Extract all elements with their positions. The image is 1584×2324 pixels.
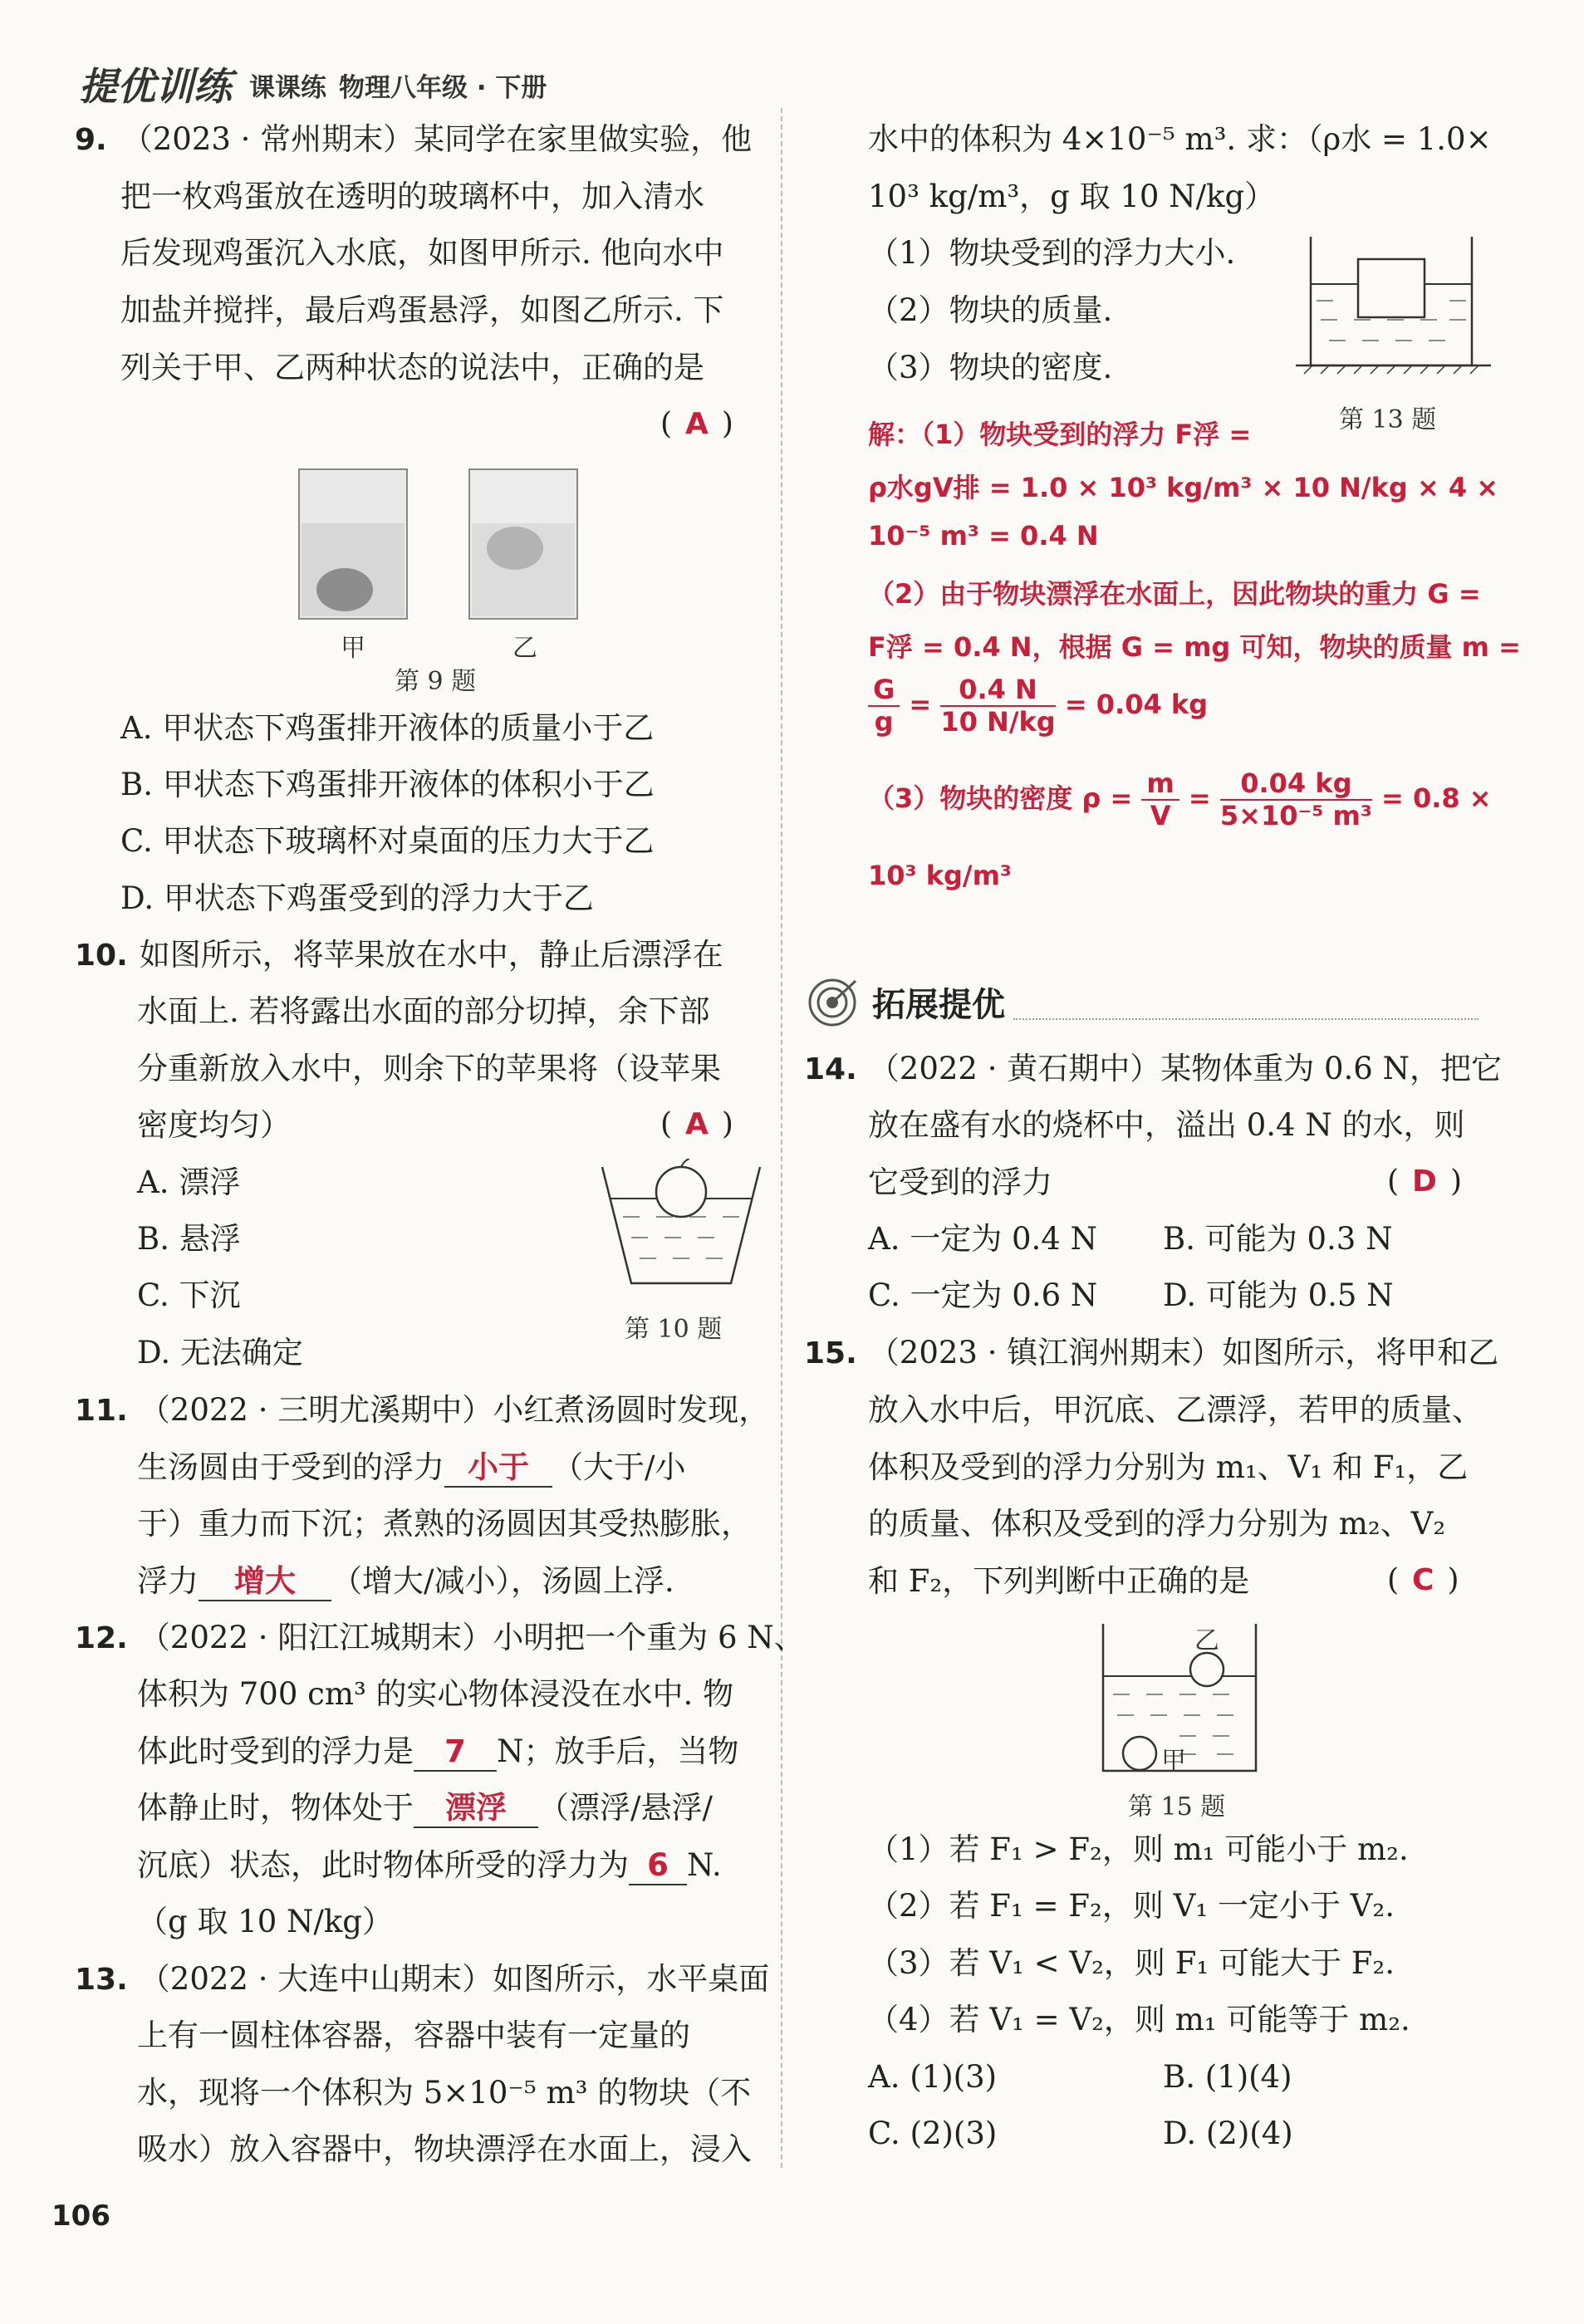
q9-caption: 第 9 题 [395, 667, 477, 696]
q15-line-3: 体积及受到的浮力分别为 m₁、V₁ 和 F₁，乙 [868, 1449, 1469, 1485]
q10-line-4: 密度均匀） [137, 1107, 291, 1143]
q9-line-3: 后发现鸡蛋沉入水底，如图甲所示. 他向水中 [120, 235, 724, 271]
q13-sol-5: F浮 = 0.4 N，根据 G = mg 可知，物块的质量 m = [868, 631, 1521, 663]
q12-blank-3[interactable]: 6 [629, 1847, 687, 1885]
q14-option-b: B. 可能为 0.3 N [1163, 1221, 1393, 1257]
q15-line-2: 放入水中后，甲沉底、乙漂浮，若甲的质量、 [868, 1392, 1483, 1428]
q9-line-5: 列关于甲、乙两种状态的说法中，正确的是 [120, 350, 704, 385]
q13-sol-4: （2）由于物块漂浮在水面上，因此物块的重力 G = [868, 578, 1481, 610]
q15-option-b: B. (1)(4) [1163, 2059, 1292, 2095]
q11-line-4: 浮力 增大 （增大/减小），汤圆上浮. [137, 1563, 674, 1601]
q14-option-d: D. 可能为 0.5 N [1163, 1277, 1394, 1313]
q13-sol-7: （3）物块的密度 ρ = $\frac{m}{V}$ = $\frac{0.04 kg}{\text{5×10⁻⁵ m³}}$ = 0.8 × [868, 767, 1492, 831]
ball-jia [1123, 1737, 1156, 1770]
q11-line-3: 于）重力而下沉；煮熟的汤圆因其受热膨胀， [137, 1506, 752, 1542]
q13-line-2: 上有一圆柱体容器，容器中装有一定量的 [137, 2018, 690, 2053]
q12-line-1: 12. （2022 · 阳江江城期末）小明把一个重为 6 N、 [75, 1620, 805, 1655]
q15-item-3: （3）若 V₁ < V₂，则 F₁ 可能大于 F₂. [868, 1945, 1395, 1981]
q13-sub-3: （3）物块的密度. [868, 350, 1113, 385]
q9-number: 9. [75, 123, 107, 157]
q13-line-4: 吸水）放入容器中，物块漂浮在水面上，浸入 [137, 2131, 752, 2167]
target-icon [804, 977, 861, 1028]
q10-option-d: D. 无法确定 [137, 1335, 303, 1370]
q11-line-1: 11. （2022 · 三明尤溪期中）小红煮汤圆时发现， [75, 1392, 770, 1428]
q13-sol-6: $\frac{G}{g}$ = $\frac{0.4 N}{10 N/kg}$ = 0.04 kg [868, 674, 1208, 738]
q15-line-4: 的质量、体积及受到的浮力分别为 m₂、V₂ [868, 1506, 1446, 1542]
q15-option-d: D. (2)(4) [1163, 2116, 1293, 2151]
q12-line-5: 沉底）状态，此时物体所受的浮力为 6 N. [137, 1847, 722, 1885]
brand-title: 提优训练 [79, 64, 232, 109]
q13-cont-2: 10³ kg/m³，g 取 10 N/kg） [868, 179, 1276, 214]
q9-fig-label-jia: 甲 [341, 634, 365, 663]
q10-caption: 第 10 题 [625, 1315, 723, 1344]
q12-line-4: 体静止时，物体处于 漂浮 （漂浮/悬浮/ [137, 1790, 713, 1828]
q15-line-1: 15. （2023 · 镇江润州期末）如图所示，将甲和乙 [804, 1335, 1499, 1370]
q13-line-3: 水，现将一个体积为 5×10⁻⁵ m³ 的物块（不 [137, 2075, 752, 2111]
q13-sub-1: （1）物块受到的浮力大小. [868, 235, 1236, 271]
q15-fig-label-jia: 甲 [1161, 1747, 1186, 1776]
q15-fig-label-yi: 乙 [1194, 1626, 1219, 1655]
q9-line-2: 把一枚鸡蛋放在透明的玻璃杯中，加入清水 [120, 179, 704, 214]
q15-item-2: （2）若 F₁ = F₂，则 V₁ 一定小于 V₂. [868, 1888, 1395, 1924]
q12-line-6: （g 取 10 N/kg） [137, 1904, 393, 1939]
q10-option-a: A. 漂浮 [137, 1164, 241, 1200]
q12-line-3: 体此时受到的浮力是 7 N；放手后，当物 [137, 1733, 738, 1772]
q15-option-a: A. (1)(3) [868, 2059, 998, 2095]
q10-figure [598, 1159, 764, 1292]
q13-line-1: 13. （2022 · 大连中山期末）如图所示，水平桌面 [75, 1961, 770, 1997]
q9-line-4: 加盐并搅拌，最后鸡蛋悬浮，如图乙所示. 下 [120, 292, 724, 328]
q10-line-1: 10. 如图所示，将苹果放在水中，静止后漂浮在 [75, 937, 723, 973]
q14-line-2: 放在盛有水的烧杯中，溢出 0.4 N 的水，则 [868, 1107, 1465, 1143]
q11-blank-1[interactable]: 小于 [444, 1449, 552, 1488]
q11-blank-2[interactable]: 增大 [199, 1563, 331, 1601]
q10-line-3: 分重新放入水中，则余下的苹果将（设苹果 [137, 1051, 721, 1086]
q11-line-2: 生汤圆由于受到的浮力 小于 （大于/小 [137, 1449, 685, 1488]
q13-figure [1296, 233, 1491, 390]
q9-answer: ( A ) [660, 407, 733, 441]
page-number: 106 [51, 2199, 110, 2233]
q9-option-c: C. 甲状态下玻璃杯对桌面的压力大于乙 [120, 823, 655, 859]
q14-answer: ( D ) [1387, 1164, 1462, 1199]
q13-caption: 第 13 题 [1339, 405, 1437, 434]
floating-block [1358, 259, 1425, 317]
q10-option-c: C. 下沉 [137, 1277, 241, 1313]
q13-sol-8: 10³ kg/m³ [868, 860, 1012, 891]
q13-sub-2: （2）物块的质量. [868, 292, 1113, 328]
q12-line-2: 体积为 700 cm³ 的实心物体浸没在水中. 物 [137, 1676, 734, 1712]
q10-answer: ( A ) [660, 1107, 733, 1141]
q13-sol-2: ρ水gV排 = 1.0 × 10³ kg/m³ × 10 N/kg × 4 × [868, 472, 1499, 503]
q15-item-4: （4）若 V₁ = V₂，则 m₁ 可能等于 m₂. [868, 2002, 1410, 2037]
q13-cont-1: 水中的体积为 4×10⁻⁵ m³. 求：（ρ水 = 1.0× [868, 121, 1492, 157]
q9-line-1: 9. （2023 · 常州期末）某同学在家里做实验，他 [75, 121, 753, 157]
q14-option-c: C. 一定为 0.6 N [868, 1277, 1098, 1313]
q12-blank-1[interactable]: 7 [414, 1733, 497, 1772]
q15-caption: 第 15 题 [1128, 1792, 1226, 1821]
q15-option-c: C. (2)(3) [868, 2116, 998, 2151]
q14-option-a: A. 一定为 0.4 N [868, 1221, 1097, 1257]
q12-blank-2[interactable]: 漂浮 [414, 1790, 538, 1828]
section-title: 拓展提优 [872, 986, 1005, 1024]
q9-option-b: B. 甲状态下鸡蛋排开液体的体积小于乙 [120, 767, 655, 802]
q15-answer: ( C ) [1387, 1563, 1459, 1597]
q10-line-2: 水面上. 若将露出水面的部分切掉，余下部 [137, 993, 710, 1029]
q13-sol-1: 解：（1）物块受到的浮力 F浮 = [868, 419, 1252, 450]
q15-item-1: （1）若 F₁ > F₂，则 m₁ 可能小于 m₂. [868, 1831, 1409, 1867]
q9-option-d: D. 甲状态下鸡蛋受到的浮力大于乙 [120, 880, 594, 916]
column-divider [781, 108, 782, 2168]
series-name: 课课练 [249, 73, 326, 103]
q15-line-5: 和 F₂，下列判断中正确的是 [868, 1563, 1250, 1599]
egg-suspended [487, 527, 543, 570]
q9-fig-label-yi: 乙 [512, 634, 537, 663]
egg-sunk [316, 568, 373, 611]
q10-option-b: B. 悬浮 [137, 1221, 241, 1257]
q9-option-a: A. 甲状态下鸡蛋排开液体的质量小于乙 [120, 710, 655, 746]
section-rule [1013, 1018, 1479, 1020]
subject-name: 物理八年级 · 下册 [339, 73, 547, 103]
q14-line-1: 14. （2022 · 黄石期中）某物体重为 0.6 N，把它 [804, 1051, 1502, 1086]
ball-yi [1190, 1653, 1224, 1686]
q14-line-3: 它受到的浮力 [868, 1164, 1052, 1200]
apple [656, 1167, 706, 1217]
q13-sol-3: 10⁻⁵ m³ = 0.4 N [868, 520, 1099, 552]
